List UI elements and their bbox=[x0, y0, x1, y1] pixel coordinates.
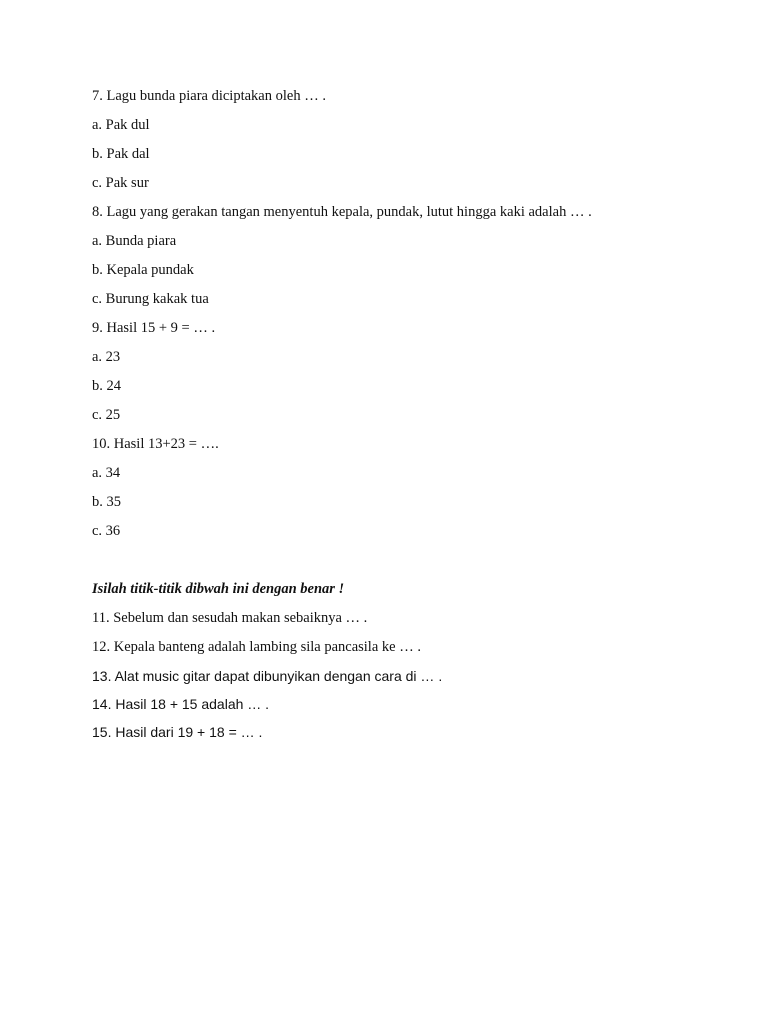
fill-item-12: 12. Kepala banteng adalah lambing sila pancasila ke … . bbox=[92, 639, 421, 655]
fill-item-11: 11. Sebelum dan sesudah makan sebaiknya … . bbox=[92, 610, 368, 626]
fill-item-15: 15. Hasil dari 19 + 18 = … . bbox=[92, 724, 263, 740]
question-7: 7. Lagu bunda piara diciptakan oleh … . bbox=[92, 88, 326, 104]
question-10-option-c: c. 36 bbox=[92, 523, 121, 539]
question-8-option-a: a. Bunda piara bbox=[92, 233, 177, 249]
question-7-option-b: b. Pak dal bbox=[92, 146, 150, 162]
question-10-option-b: b. 35 bbox=[92, 494, 121, 510]
question-10: 10. Hasil 13+23 = …. bbox=[92, 436, 219, 452]
fill-item-13: 13. Alat music gitar dapat dibunyikan dengan cara di … . bbox=[92, 668, 443, 684]
question-8-option-c: c. Burung kakak tua bbox=[92, 291, 209, 307]
fill-item-14: 14. Hasil 18 + 15 adalah … . bbox=[92, 696, 270, 712]
question-8-option-b: b. Kepala pundak bbox=[92, 262, 194, 278]
question-9: 9. Hasil 15 + 9 = … . bbox=[92, 320, 216, 336]
question-8: 8. Lagu yang gerakan tangan menyentuh kepala, pundak, lutut hingga kaki adalah … . bbox=[92, 204, 592, 220]
section-heading: Isilah titik-titik dibwah ini dengan benar ! bbox=[92, 581, 345, 597]
question-10-option-a: a. 34 bbox=[92, 465, 121, 481]
question-9-option-c: c. 25 bbox=[92, 407, 121, 423]
question-7-option-a: a. Pak dul bbox=[92, 117, 150, 133]
question-9-option-b: b. 24 bbox=[92, 378, 121, 394]
question-9-option-a: a. 23 bbox=[92, 349, 121, 365]
question-7-option-c: c. Pak sur bbox=[92, 175, 149, 191]
